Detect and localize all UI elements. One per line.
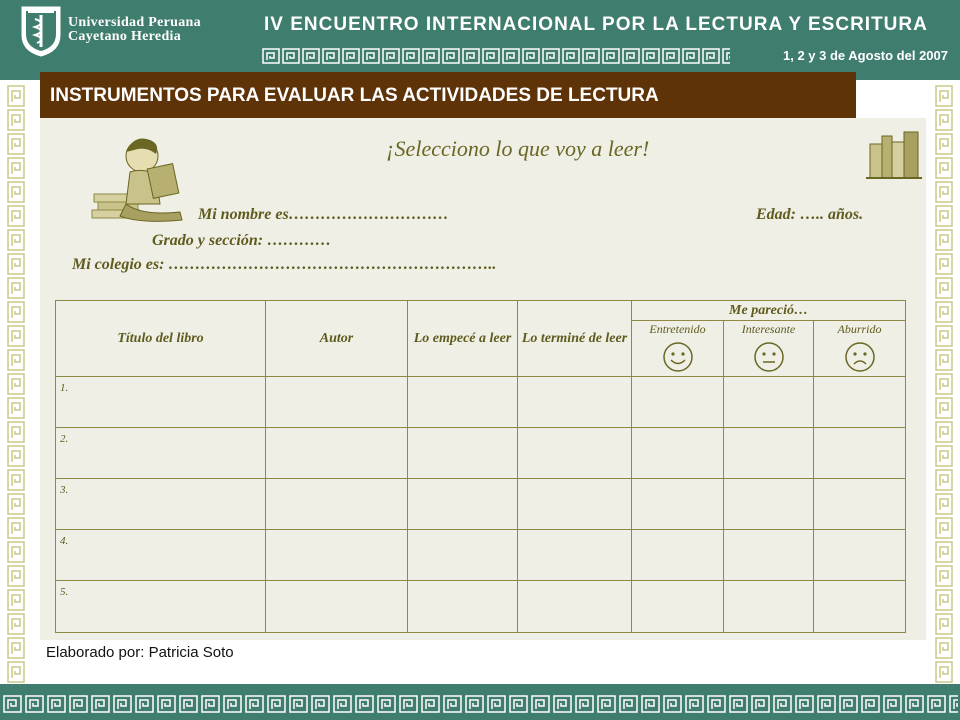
author-credit: Elaborado por: Patricia Soto — [46, 644, 234, 661]
interesting-cell — [724, 581, 814, 633]
name-field: Mi nombre es………………………… — [198, 206, 449, 223]
title-cell — [56, 479, 266, 530]
section-banner — [40, 72, 856, 118]
grade-field: Grado y sección: ………… — [152, 232, 332, 249]
started-cell — [408, 581, 518, 633]
rating-label: Interesante — [741, 322, 796, 336]
greek-key-ornament-top — [262, 48, 730, 64]
event-title: IV ENCUENTRO INTERNACIONAL POR LA LECTURA Y ESCRITURA — [264, 14, 928, 35]
rating-label: Aburrido — [837, 322, 882, 336]
rating-entertaining — [632, 321, 724, 377]
age-field: Edad: ….. años. — [756, 206, 864, 223]
boring-cell — [814, 581, 906, 633]
started-cell — [408, 377, 518, 428]
started-cell — [408, 479, 518, 530]
finished-cell — [518, 479, 632, 530]
title-cell — [56, 581, 266, 633]
child-reading-illustration — [90, 132, 194, 224]
column-header-title: Título del libro — [56, 301, 266, 377]
started-cell — [408, 530, 518, 581]
finished-cell — [518, 530, 632, 581]
interesting-cell — [724, 479, 814, 530]
boring-cell — [814, 377, 906, 428]
table-row — [56, 581, 906, 633]
books-illustration — [864, 124, 924, 184]
neutral-face-icon — [753, 341, 785, 373]
rating-label: Entretenido — [649, 322, 706, 336]
row-number: 4. — [60, 535, 69, 547]
finished-cell — [518, 377, 632, 428]
university-name-line1: Universidad Peruana — [68, 15, 201, 30]
table-row — [56, 479, 906, 530]
author-cell — [266, 581, 408, 633]
interesting-cell — [724, 530, 814, 581]
column-header-finished: Lo terminé de leer — [518, 301, 632, 377]
entertaining-cell — [632, 581, 724, 633]
boring-cell — [814, 530, 906, 581]
author-cell — [266, 479, 408, 530]
interesting-cell — [724, 377, 814, 428]
author-cell — [266, 530, 408, 581]
banner-title: INSTRUMENTOS PARA EVALUAR LAS ACTIVIDADES DE LECTURA — [50, 85, 659, 106]
rating-boring — [814, 321, 906, 377]
university-name — [68, 16, 201, 44]
entertaining-cell — [632, 530, 724, 581]
row-number: 1. — [60, 382, 69, 394]
started-cell — [408, 428, 518, 479]
row-number: 3. — [60, 484, 69, 496]
finished-cell — [518, 428, 632, 479]
finished-cell — [518, 581, 632, 633]
table-row — [56, 530, 906, 581]
book-log-table — [55, 300, 906, 633]
university-name-line2: Cayetano Heredia — [68, 29, 182, 44]
rating-interesting — [724, 321, 814, 377]
table-row — [56, 428, 906, 479]
column-header-started: Lo empecé a leer — [408, 301, 518, 377]
entertaining-cell — [632, 479, 724, 530]
reading-worksheet — [40, 118, 926, 640]
column-header-author: Autor — [266, 301, 408, 377]
page-header — [0, 0, 960, 80]
title-cell — [56, 377, 266, 428]
column-group-opinion: Me pareció… — [632, 301, 906, 321]
row-number: 2. — [60, 433, 69, 445]
title-cell — [56, 428, 266, 479]
author-cell — [266, 377, 408, 428]
entertaining-cell — [632, 377, 724, 428]
sad-face-icon — [844, 341, 876, 373]
greek-key-ornament-bottom — [2, 694, 958, 714]
greek-key-border-left — [6, 84, 26, 684]
boring-cell — [814, 479, 906, 530]
entertaining-cell — [632, 428, 724, 479]
school-field: Mi colegio es: …………………………………………………….. — [72, 256, 497, 273]
greek-key-border-right — [934, 84, 954, 684]
event-date: 1, 2 y 3 de Agosto del 2007 — [783, 48, 948, 63]
title-cell — [56, 530, 266, 581]
author-cell — [266, 428, 408, 479]
worksheet-heading: ¡Selecciono lo que voy a leer! — [386, 136, 650, 161]
university-crest-icon — [20, 5, 62, 57]
interesting-cell — [724, 428, 814, 479]
boring-cell — [814, 428, 906, 479]
table-row — [56, 377, 906, 428]
happy-face-icon — [662, 341, 694, 373]
row-number: 5. — [60, 586, 69, 598]
